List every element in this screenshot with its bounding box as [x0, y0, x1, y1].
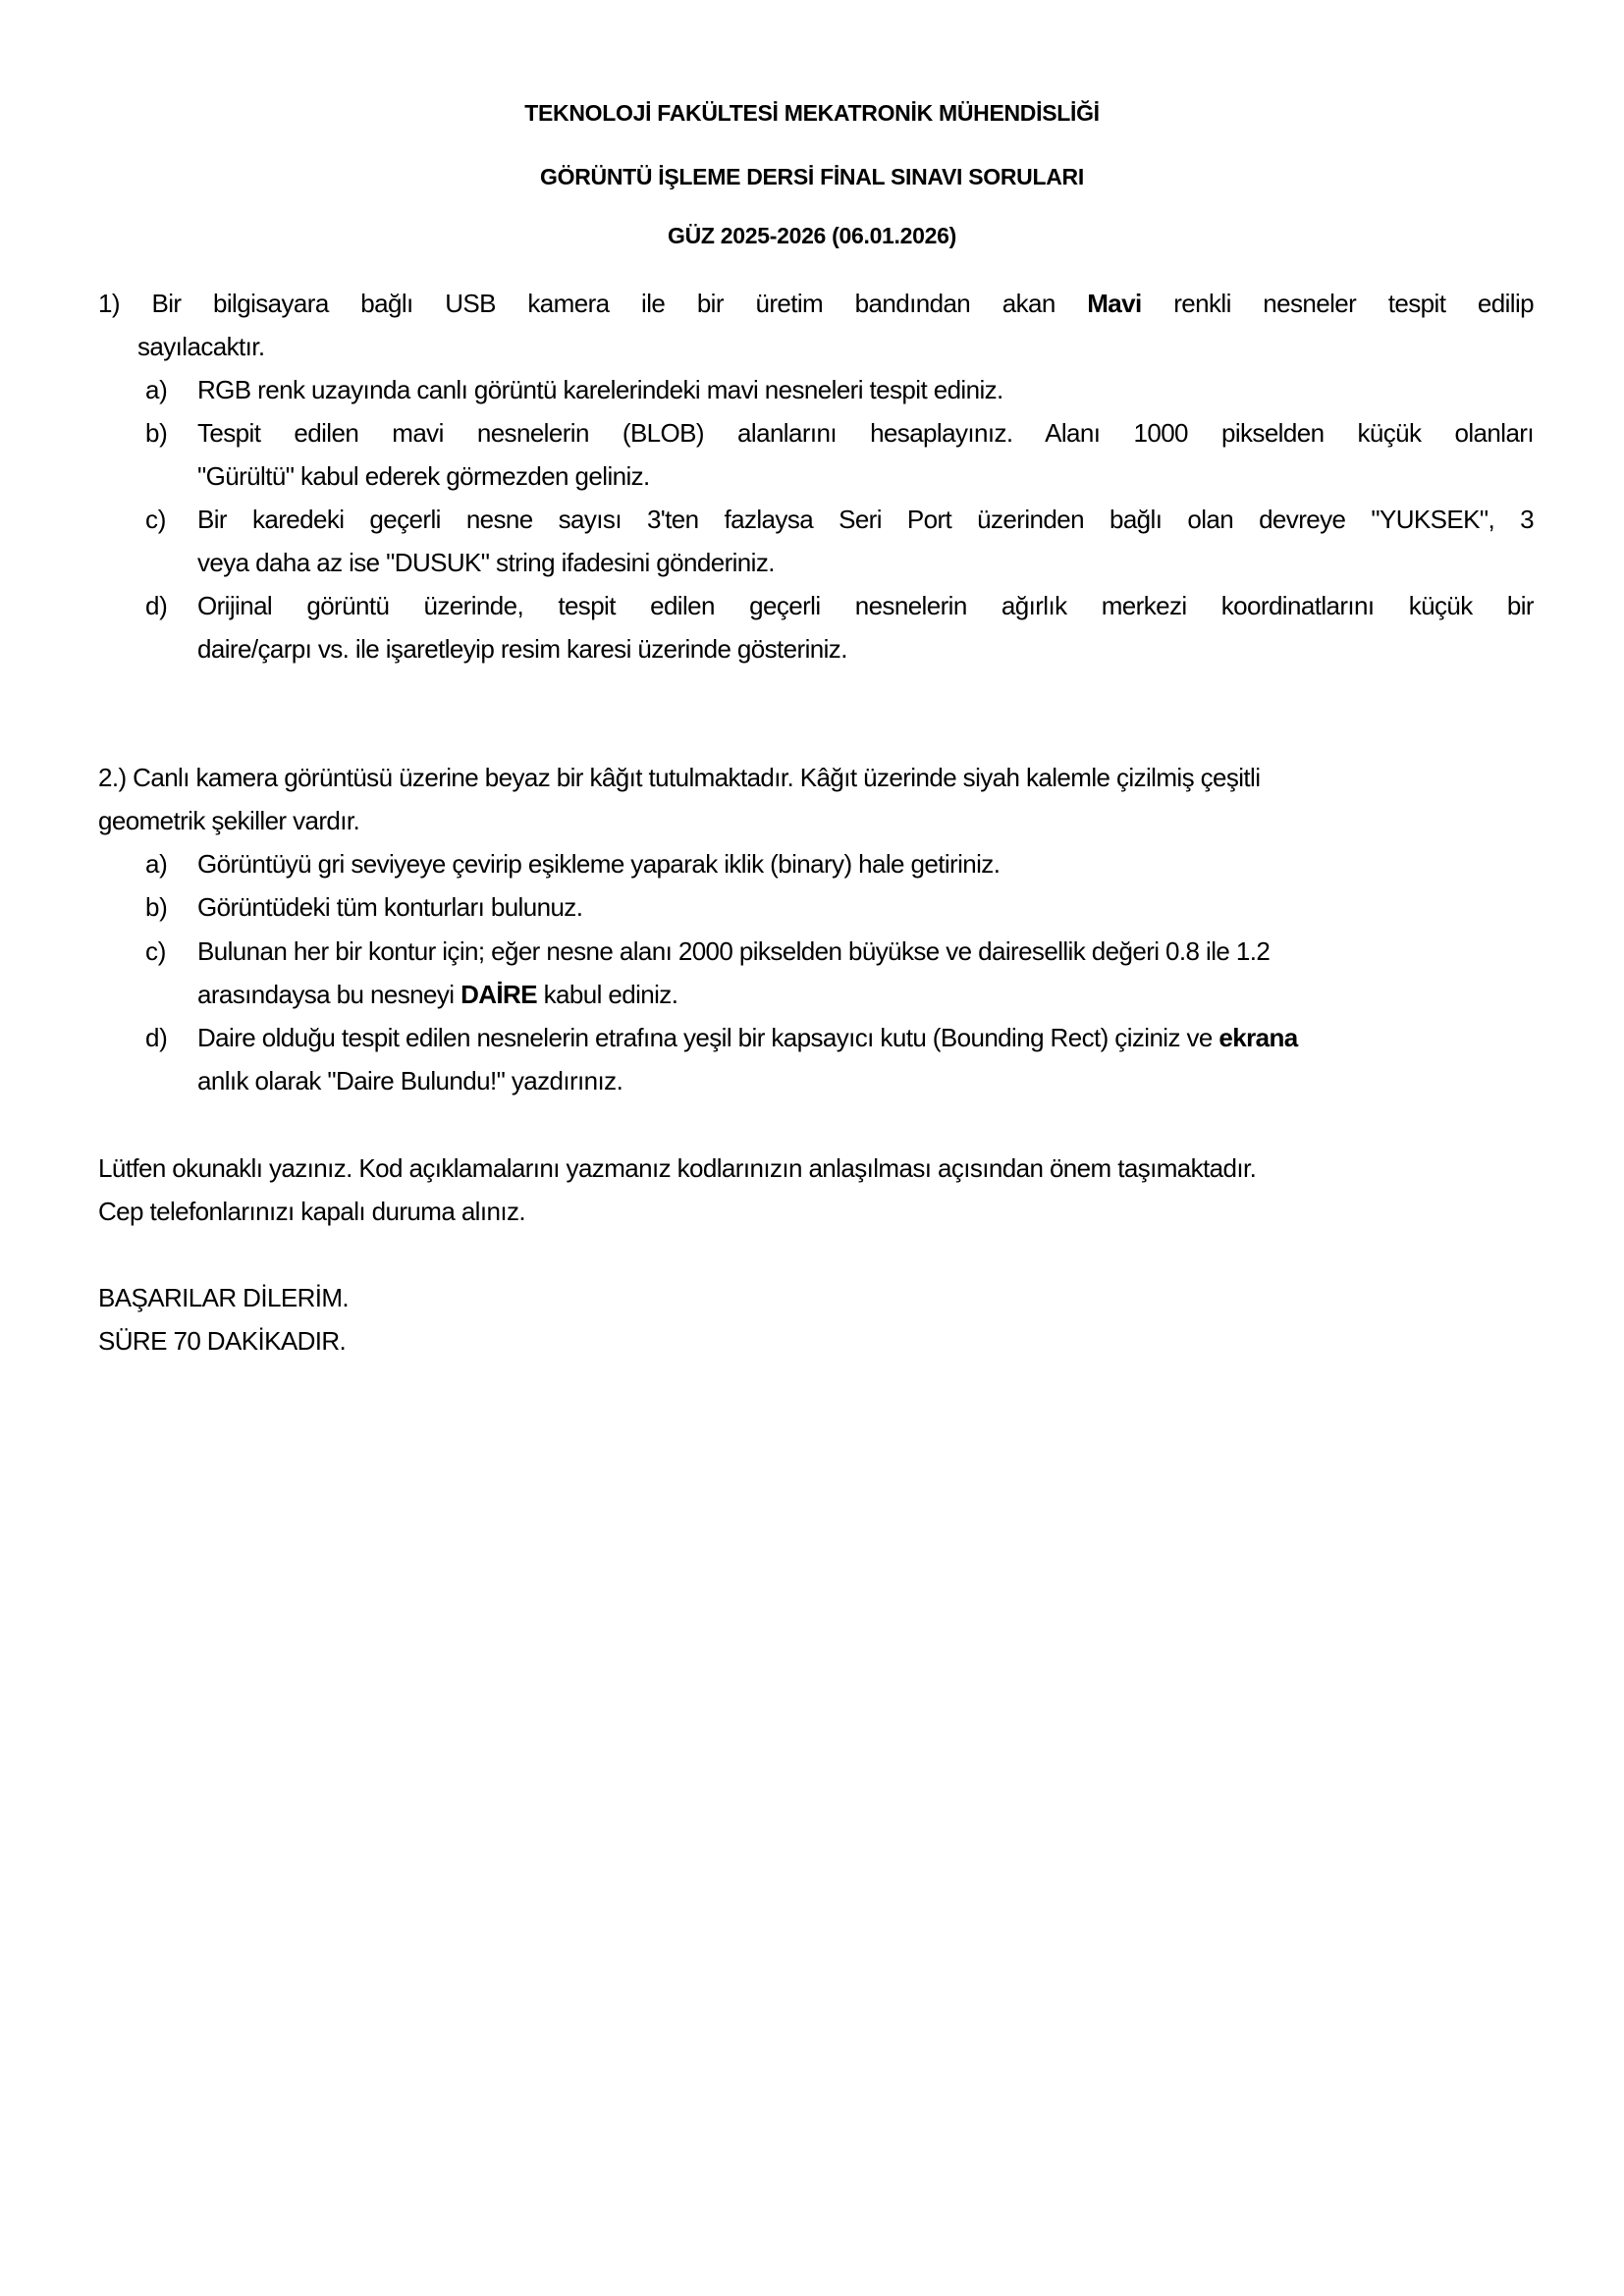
- question-1-number: 1): [98, 289, 120, 318]
- highlight-mavi: Mavi: [1087, 289, 1142, 318]
- question-1d-text-line1: Orijinal görüntü üzerinde, tespit edilen geçerli nesnelerin ağırlık merkezi koordinatlarını küçük bir: [197, 591, 1534, 620]
- header-term-date: GÜZ 2025-2026 (06.01.2026): [668, 223, 956, 248]
- question-1b-text-line1: Tespit edilen mavi nesnelerin (BLOB) alanlarını hesaplayınız. Alanı 1000 pikselden küçük olanları: [197, 418, 1534, 448]
- question-2-intro-line2: geometrik şekiller vardır.: [98, 806, 360, 835]
- note-phones: Cep telefonlarınızı kapalı duruma alınız.: [98, 1197, 525, 1226]
- header-faculty: TEKNOLOJİ FAKÜLTESİ MEKATRONİK MÜHENDİSLİĞİ: [524, 100, 1100, 126]
- question-2a-text: Görüntüyü gri seviyeye çevirip eşikleme yaparak iklik (binary) hale getiriniz.: [197, 849, 1001, 879]
- item-label: c): [145, 505, 167, 534]
- question-1c-text-line1: Bir karedeki geçerli nesne sayısı 3'ten fazlaysa Seri Port üzerinden bağlı olan devreye "YUKSEK", 3: [197, 505, 1534, 534]
- item-label: b): [145, 418, 168, 448]
- question-1-intro-cont: sayılacaktır.: [137, 332, 265, 361]
- item-label: d): [145, 591, 168, 620]
- item-label: d): [145, 1023, 168, 1052]
- highlight-daire: DAİRE: [460, 980, 537, 1009]
- item-label: a): [145, 375, 168, 404]
- closing-duration: SÜRE 70 DAKİKADIR.: [98, 1326, 347, 1356]
- item-label: a): [145, 849, 168, 879]
- header-exam-title: GÖRÜNTÜ İŞLEME DERSİ FİNAL SINAVI SORULARI: [540, 164, 1084, 189]
- question-2b-text: Görüntüdeki tüm konturları bulunuz.: [197, 892, 583, 922]
- item-label: c): [145, 936, 167, 966]
- question-2d-text-line1: Daire olduğu tespit edilen nesnelerin etrafına yeşil bir kapsayıcı kutu (Bounding Rect) çiziniz ve ekrana: [197, 1023, 1298, 1052]
- question-2-intro-line1: 2.) Canlı kamera görüntüsü üzerine beyaz bir kâğıt tutulmaktadır. Kâğıt üzerinde siyah kalemle çizilmiş çeşitli: [98, 763, 1261, 792]
- closing-wishes: BAŞARILAR DİLERİM.: [98, 1283, 350, 1312]
- question-2d-text-line2: anlık olarak "Daire Bulundu!" yazdırınız.: [197, 1066, 623, 1095]
- question-1d-text-line2: daire/çarpı vs. ile işaretleyip resim karesi üzerinde gösteriniz.: [197, 634, 847, 664]
- question-1b-text-line2: "Gürültü" kabul ederek görmezden geliniz.: [197, 461, 650, 491]
- highlight-ekrana: ekrana: [1218, 1023, 1298, 1052]
- question-2c-text-line1: Bulunan her bir kontur için; eğer nesne alanı 2000 pikselden büyükse ve dairesellik değeri 0.8 ile 1.2: [197, 936, 1271, 966]
- question-1a-text: RGB renk uzayında canlı görüntü karelerindeki mavi nesneleri tespit ediniz.: [197, 375, 1003, 404]
- question-1c-text-line2: veya daha az ise "DUSUK" string ifadesini gönderiniz.: [197, 548, 775, 577]
- question-2c-text-line2: arasındaysa bu nesneyi DAİRE kabul ediniz.: [197, 980, 678, 1009]
- question-1-intro: 1) Bir bilgisayara bağlı USB kamera ile bir üretim bandından akan Mavi renkli nesneler tespit edilip: [98, 289, 1534, 318]
- note-legibility: Lütfen okunaklı yazınız. Kod açıklamalarını yazmanız kodlarınızın anlaşılması açısından önem taşımaktadır.: [98, 1153, 1257, 1183]
- item-label: b): [145, 892, 168, 922]
